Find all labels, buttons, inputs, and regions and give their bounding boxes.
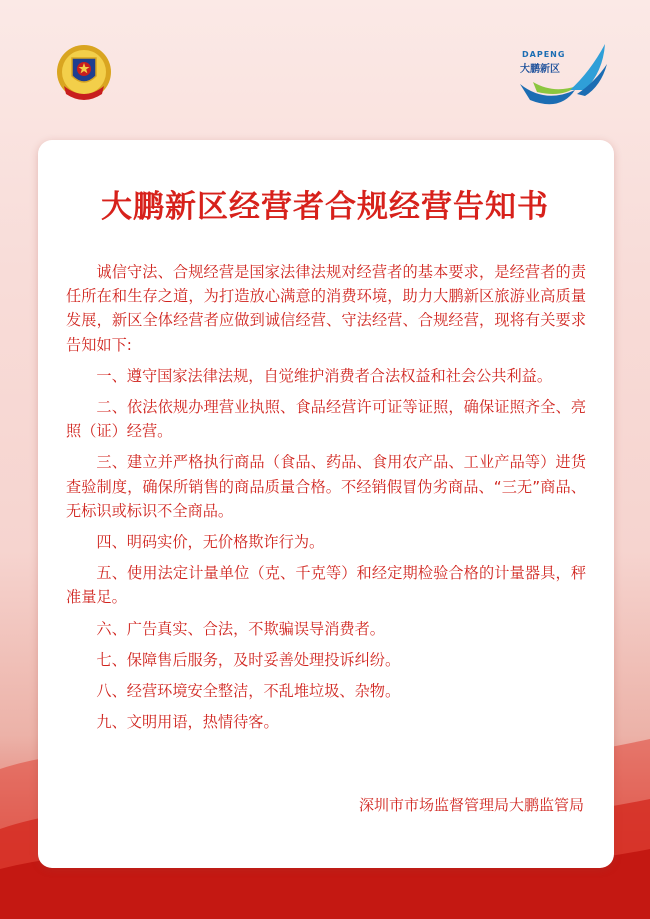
notice-item-6: 六、广告真实、合法，不欺骗误导消费者。 — [96, 619, 385, 638]
notice-item-4: 四、明码实价，无价格欺诈行为。 — [96, 533, 325, 552]
notice-body — [66, 260, 586, 741]
intro-paragraph: 诚信守法、合规经营是国家法律法规对经营者的基本要求，是经营者的责任所在和生存之道，为打造放心满意的消费环境，助力大鹏新区旅游业高质量发展，新区全体经营者应做到诚信经营、守法经营、合规经营，现将有关要求告知如下: — [66, 263, 586, 354]
notice-item-9: 九、文明用语，热情待客。 — [96, 713, 279, 732]
document-title: 大鹏新区经营者合规经营告知书 — [101, 189, 549, 225]
notice-item-2: 二、依法依规办理营业执照、食品经营许可证等证照，确保证照齐全、亮照（证）经营。 — [66, 398, 586, 441]
notice-item-3: 三、建立并严格执行商品（食品、药品、食用农产品、工业产品等）进货查验制度，确保所销售的商品质量合格。不经销假冒伪劣商品、“三无”商品、无标识或标识不全商品。 — [66, 453, 586, 520]
notice-item-8: 八、经营环境安全整洁，不乱堆垃圾、杂物。 — [96, 682, 401, 701]
issuer-signature: 深圳市市场监督管理局大鹏监管局 — [358, 796, 584, 814]
notice-item-1: 一、遵守国家法律法规，自觉维护消费者合法权益和社会公共利益。 — [96, 366, 553, 385]
notice-item-5: 五、使用法定计量单位（克、千克等）和经定期检验合格的计量器具，秤准量足。 — [66, 564, 586, 607]
logo-chinese-text: 大鹏新区 — [520, 64, 560, 75]
logo-english-text: DAPENG — [522, 50, 566, 59]
notice-item-7: 七、保障售后服务，及时妥善处理投诉纠纷。 — [96, 650, 401, 669]
police-emblem-icon — [52, 42, 116, 106]
